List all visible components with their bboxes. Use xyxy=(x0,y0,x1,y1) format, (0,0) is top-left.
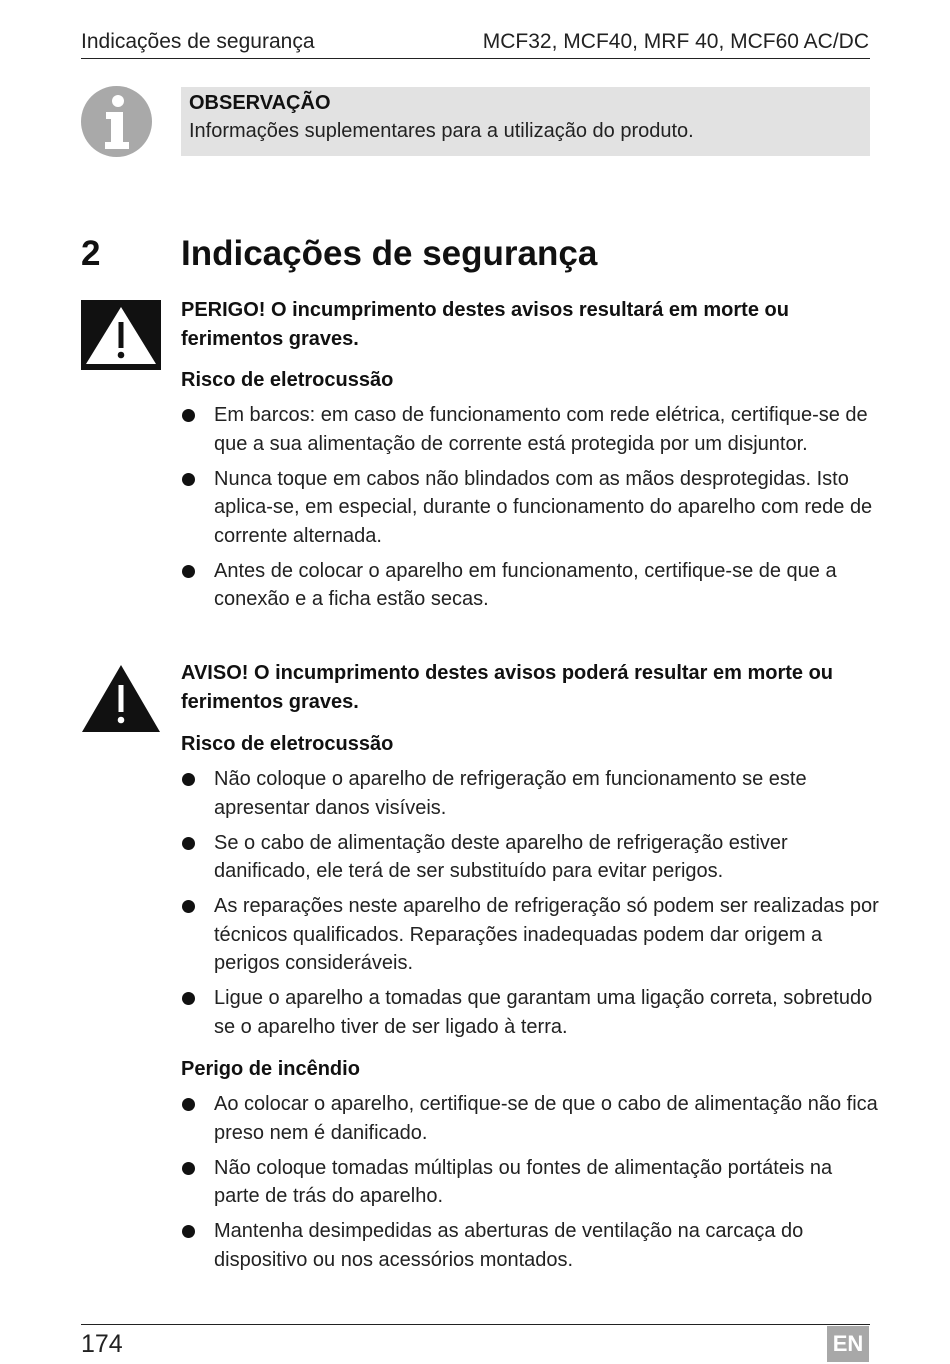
note-text: Informações suplementares para a utilização do produto. xyxy=(189,120,694,142)
danger-subheading: Risco de eletrocussão xyxy=(181,369,394,391)
running-header-title: Indicações de segurança xyxy=(81,30,315,53)
danger-warning-triangle-icon xyxy=(81,300,161,370)
warning-subheading-electrocution: Risco de eletrocussão xyxy=(181,733,394,755)
list-item: Não coloque o aparelho de refrigeração em funcionamento se este apresentar danos visíveis. xyxy=(181,765,881,822)
section-number: 2 xyxy=(81,234,101,273)
warning-subheading-fire: Perigo de incêndio xyxy=(181,1058,360,1080)
footer-divider xyxy=(81,1324,870,1325)
list-item: Não coloque tomadas múltiplas ou fontes de alimentação portáteis na parte de trás do aparelho. xyxy=(181,1154,881,1211)
bullet-icon xyxy=(182,473,195,486)
language-badge: EN xyxy=(827,1326,869,1362)
bullet-icon xyxy=(182,1225,195,1238)
list-item: Em barcos: em caso de funcionamento com rede elétrica, certifique-se de que a sua alimentação de corrente está protegida por um disjuntor. xyxy=(181,401,881,458)
note-title: OBSERVAÇÃO xyxy=(189,92,331,114)
page-number: 174 xyxy=(81,1330,123,1358)
warning-electrocution-list xyxy=(181,765,881,1048)
warning-triangle-icon xyxy=(81,663,161,733)
list-item: Nunca toque em cabos não blindados com as mãos desprotegidas. Isto aplica-se, em especial, durante o funcionamento do aparelho com rede de corrente alternada. xyxy=(181,465,881,551)
bullet-icon xyxy=(182,992,195,1005)
bullet-icon xyxy=(182,773,195,786)
list-item: Ligue o aparelho a tomadas que garantam uma ligação correta, sobretudo se o aparelho tiver de ser ligado à terra. xyxy=(181,984,881,1041)
list-item: Antes de colocar o aparelho em funcionamento, certifique-se de que a conexão e a ficha estão secas. xyxy=(181,557,881,614)
info-icon xyxy=(81,86,152,157)
bullet-icon xyxy=(182,1162,195,1175)
list-item: As reparações neste aparelho de refrigeração só podem ser realizadas por técnicos qualificados. Reparações inadequadas podem dar origem a perigos consideráveis. xyxy=(181,892,881,978)
warning-lead-text: AVISO! O incumprimento destes avisos poderá resultar em morte ou ferimentos graves. xyxy=(181,662,834,713)
bullet-icon xyxy=(182,565,195,578)
running-header-models: MCF32, MCF40, MRF 40, MCF60 AC/DC xyxy=(482,30,869,53)
bullet-icon xyxy=(182,409,195,422)
header-divider xyxy=(81,58,870,59)
bullet-icon xyxy=(182,837,195,850)
list-item: Se o cabo de alimentação deste aparelho de refrigeração estiver danificado, ele terá de ser substituído para evitar perigos. xyxy=(181,829,881,886)
warning-fire-list xyxy=(181,1090,881,1281)
list-item: Ao colocar o aparelho, certifique-se de que o cabo de alimentação não fica preso nem é danificado. xyxy=(181,1090,881,1147)
bullet-icon xyxy=(182,900,195,913)
danger-lead-text: PERIGO! O incumprimento destes avisos resultará em morte ou ferimentos graves. xyxy=(181,299,789,350)
danger-list xyxy=(181,401,881,620)
bullet-icon xyxy=(182,1098,195,1111)
list-item: Mantenha desimpedidas as aberturas de ventilação na carcaça do dispositivo ou nos acessórios montados. xyxy=(181,1217,881,1274)
section-title: Indicações de segurança xyxy=(181,234,598,273)
